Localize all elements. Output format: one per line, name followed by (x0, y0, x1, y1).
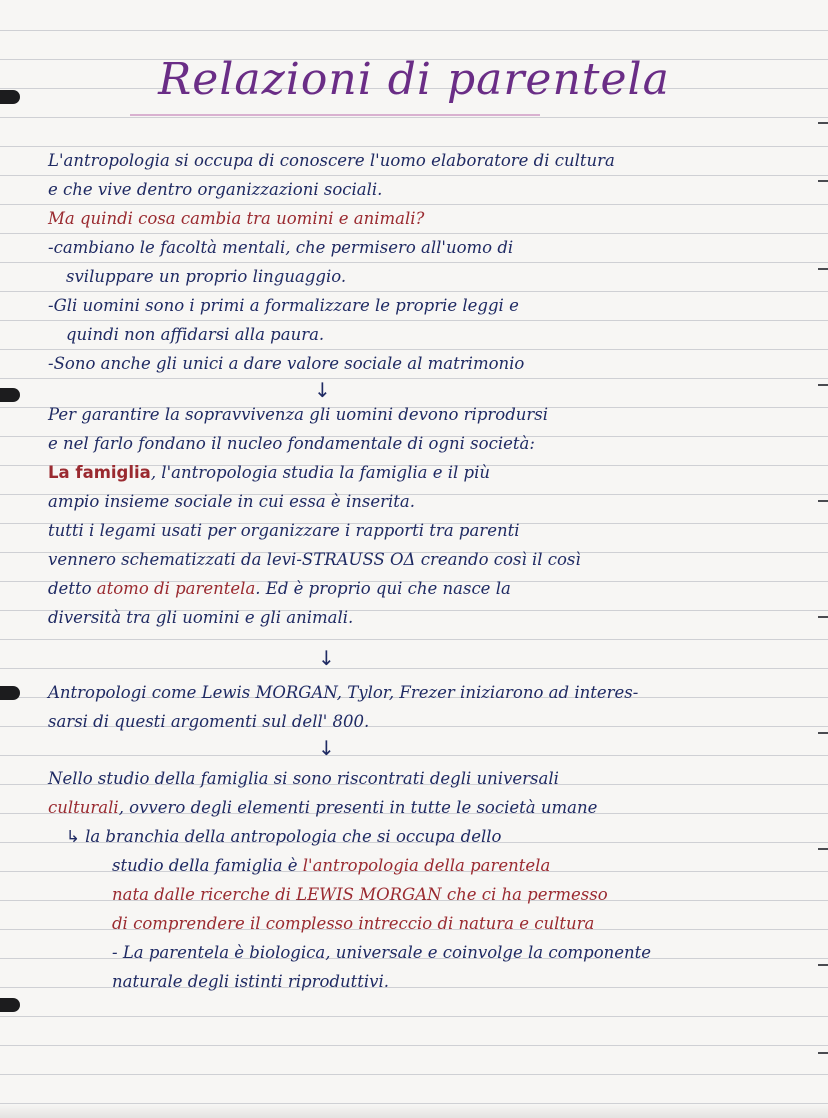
highlight-name: LEWIS MORGAN (296, 885, 442, 904)
text-line (48, 880, 768, 909)
margin-tick (818, 268, 828, 270)
text-line (48, 574, 768, 603)
down-arrow-icon: ↓ (314, 378, 331, 402)
text-line: Nello studio della famiglia si sono riscontrati degli universali (48, 769, 559, 788)
text-line (48, 909, 768, 938)
section-universals (48, 764, 768, 996)
text-span: , l'antropologia studia la famiglia e il più (150, 463, 491, 482)
margin-tick (818, 848, 828, 850)
text-line: e che vive dentro organizzazioni sociali. (48, 180, 383, 199)
text-span: detto (48, 579, 97, 598)
text-line: vennero schematizzati da levi-STRAUSS OΔ creando così il così (48, 550, 581, 569)
section-intro (48, 146, 768, 378)
list-item-continuation: quindi non affidarsi alla paura. (66, 325, 325, 344)
margin-tick (818, 122, 828, 124)
list-item-continuation: sviluppare un proprio linguaggio. (66, 267, 347, 286)
highlight-term: l'antropologia della parentela (302, 856, 551, 875)
down-arrow-icon: ↓ (318, 736, 335, 760)
list-item: -Sono anche gli unici a dare valore sociale al matrimonio (48, 354, 525, 373)
text-span: che ci ha permesso (441, 885, 608, 904)
highlight-term: atomo di parentela (96, 579, 256, 598)
text-line: sarsi di questi argomenti sul dell' 800. (48, 712, 370, 731)
text-line: naturale degli istinti riproduttivi. (112, 972, 389, 991)
highlight-term: complesso intreccio di natura e cultura (265, 914, 595, 933)
binder-hole (0, 998, 20, 1012)
margin-tick (818, 500, 828, 502)
binder-hole (0, 388, 20, 402)
text-span: , ovvero degli elementi presenti in tutte le società umane (118, 798, 598, 817)
text-line: Per garantire la sopravvivenza gli uomini devono riprodursi (48, 405, 549, 424)
text-line: tutti i legami usati per organizzare i rapporti tra parenti (48, 521, 520, 540)
list-item: -cambiano le facoltà mentali, che permisero all'uomo di (48, 238, 514, 257)
text-span: di comprendere il (112, 914, 266, 933)
text-line (48, 458, 768, 487)
text-span: studio della famiglia è (112, 856, 303, 875)
question-line: Ma quindi cosa cambia tra uomini e animali? (48, 209, 425, 228)
text-span: . Ed è proprio qui che nasce la (255, 579, 511, 598)
text-line: L'antropologia si occupa di conoscere l'uomo elaboratore di cultura (48, 151, 615, 170)
return-arrow-icon: ↳ (66, 827, 80, 846)
highlight-term: culturali (48, 798, 119, 817)
section-anthropologists (48, 678, 768, 736)
text-line: diversità tra gli uomini e gli animali. (48, 608, 354, 627)
text-line (48, 793, 768, 822)
text-line: - La parentela è biologica, universale e coinvolge la componente (112, 943, 652, 962)
margin-tick (818, 616, 828, 618)
margin-tick (818, 384, 828, 386)
text-line: e nel farlo fondano il nucleo fondamentale di ogni società: (48, 434, 535, 453)
list-item: -Gli uomini sono i primi a formalizzare le proprie leggi e (48, 296, 519, 315)
page-title: Relazioni di parentela (158, 54, 670, 105)
highlight-term: nata dalle ricerche di (112, 885, 297, 904)
margin-tick (818, 1052, 828, 1054)
text-line: Antropologi come Lewis MORGAN, Tylor, Frezer iniziarono ad interes- (48, 683, 639, 702)
margin-tick (818, 964, 828, 966)
binder-hole (0, 686, 20, 700)
text-line (48, 851, 768, 880)
page-shadow (0, 1104, 828, 1118)
margin-tick (818, 732, 828, 734)
margin-tick (818, 180, 828, 182)
highlight-term: La famiglia (48, 463, 151, 482)
text-span: la branchia della antropologia che si occupa dello (79, 827, 502, 846)
text-line: ampio insieme sociale in cui essa è inserita. (48, 492, 415, 511)
section-family (48, 400, 768, 632)
text-line (48, 822, 768, 851)
title-underline (130, 114, 540, 116)
down-arrow-icon: ↓ (318, 646, 335, 670)
